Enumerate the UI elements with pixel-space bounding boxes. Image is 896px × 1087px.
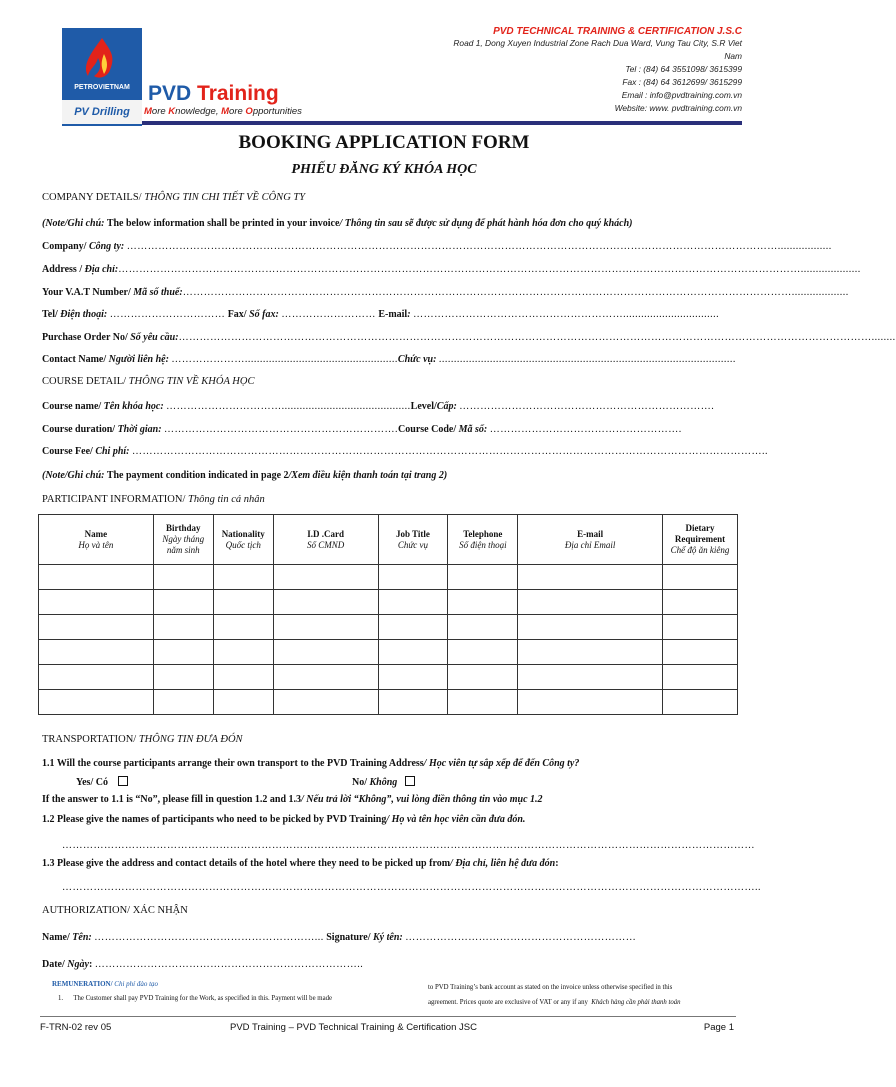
table-cell[interactable]	[273, 565, 378, 590]
table-cell[interactable]	[273, 690, 378, 715]
table-cell[interactable]	[153, 665, 213, 690]
course-note: (Note/Ghi chú: The payment condition indicated in page 2/Xem điều kiện thanh toán tại trang 2)	[42, 470, 448, 481]
col-email: E-mail Địa chỉ Email	[518, 515, 663, 565]
footer-page-number: Page 1	[703, 1022, 734, 1033]
table-cell[interactable]	[663, 565, 738, 590]
table-cell[interactable]	[213, 565, 273, 590]
table-cell[interactable]	[153, 690, 213, 715]
table-cell[interactable]	[39, 615, 154, 640]
remuneration-right	[428, 980, 736, 1010]
table-cell[interactable]	[663, 690, 738, 715]
pickup-names-field[interactable]: ………………………………………………………………………………………………………………………………………………………………………………	[62, 840, 755, 851]
org-address-2: Nam	[724, 51, 742, 61]
table-cell[interactable]	[518, 590, 663, 615]
company-note: (Note/Ghi chú: The below information shall be printed in your invoice/ Thông tin sau sẽ được sử dụng để phát hành hóa đơn cho quý khách)	[42, 218, 633, 229]
table-cell[interactable]	[448, 690, 518, 715]
col-telephone: Telephone Số điện thoại	[448, 515, 518, 565]
table-cell[interactable]	[153, 615, 213, 640]
table-cell[interactable]	[378, 640, 448, 665]
brand-training: Training	[197, 82, 279, 105]
table-cell[interactable]	[448, 640, 518, 665]
table-cell[interactable]	[448, 615, 518, 640]
table-cell[interactable]	[518, 615, 663, 640]
remuneration-heading: REMUNERATION/ Chi phí đào tạo	[52, 980, 159, 988]
hotel-address-field[interactable]: ………………………………………………………………………………………………………………………………………………………………………………..	[62, 882, 761, 893]
course-duration-field[interactable]: Course duration/ Thời gian: ………………………………………………………….Course Code/ Mã số: ……………………………………………….	[42, 424, 682, 435]
org-name: PVD TECHNICAL TRAINING & CERTIFICATION J.S.C	[493, 26, 742, 37]
organization-info	[362, 26, 742, 115]
course-name-field[interactable]: Course name/ Tên khóa học: ……………………………...........................................Level/Cấp: ……………………………………………………………….	[42, 401, 715, 412]
purchase-order-field[interactable]: Purchase Order No/ Số yêu cầu:………………………………………………………………………………………………………………………………………………………………………………........	[42, 332, 896, 343]
remuneration-item-1: 1. The Customer shall pay PVD Training for the Work, as specified in this. Payment will be made	[58, 995, 333, 1002]
org-website: Website: www. pvdtraining.com.vn	[614, 103, 742, 113]
table-cell[interactable]	[448, 565, 518, 590]
question-1-2: 1.2 Please give the names of participants who need to be picked by PVD Training/ Họ và tên học viên cần đưa đón.	[42, 814, 526, 825]
company-field[interactable]: Company/ Công ty: ……………………………………………………………………………………………………………………………………………………………………..................	[42, 241, 832, 252]
authorization-heading: AUTHORIZATION/ XÁC NHẬN	[42, 905, 188, 916]
table-cell[interactable]	[39, 665, 154, 690]
table-cell[interactable]	[153, 565, 213, 590]
course-section-heading: COURSE DETAIL/ THÔNG TIN VỀ KHÓA HỌC	[42, 376, 255, 387]
table-row[interactable]	[39, 615, 738, 640]
table-cell[interactable]	[273, 615, 378, 640]
table-header-row	[39, 515, 738, 565]
brand-pvd: PVD	[148, 82, 192, 105]
table-cell[interactable]	[213, 640, 273, 665]
table-cell[interactable]	[39, 690, 154, 715]
header-rule	[142, 121, 742, 125]
tel-fax-email-field[interactable]: Tel/ Điện thoại: …………………………… Fax/ Số fax: ……………………… E-mail: ……………………………………………………................................	[42, 309, 720, 320]
yes-option[interactable]: Yes/ Có	[76, 776, 276, 788]
page-subtitle: PHIẾU ĐĂNG KÝ KHÓA HỌC	[291, 162, 477, 177]
table-cell[interactable]	[213, 665, 273, 690]
table-cell[interactable]	[39, 640, 154, 665]
transport-section-heading: TRANSPORTATION/ THÔNG TIN ĐƯA ĐÓN	[42, 734, 243, 745]
remuneration-right-line-2: agreement. Prices quote are exclusive of VAT or any if any Khách hàng cần phải thanh toán	[428, 999, 681, 1006]
table-row[interactable]	[39, 590, 738, 615]
question-1-1: 1.1 Will the course participants arrange their own transport to the PVD Training Address/ Học viên tự sắp xếp để đến Công ty?	[42, 758, 580, 769]
table-cell[interactable]	[663, 640, 738, 665]
table-cell[interactable]	[518, 690, 663, 715]
org-email: Email : info@pvdtraining.com.vn	[621, 90, 742, 100]
org-address-1: Road 1, Dong Xuyen Industrial Zone Rach Dua Ward, Vung Tau City, S.R Viet	[453, 38, 742, 48]
company-section-heading: COMPANY DETAILS/ THÔNG TIN CHI TIẾT VỀ CÔNG TY	[42, 192, 306, 203]
contact-name-field[interactable]: Contact Name/ Người liên hệ: …………………...................................................Chức vụ: ...................................................................................................	[42, 354, 736, 365]
table-cell[interactable]	[663, 665, 738, 690]
table-cell[interactable]	[518, 640, 663, 665]
table-cell[interactable]	[448, 665, 518, 690]
table-cell[interactable]	[378, 690, 448, 715]
vat-field[interactable]: Your V.A.T Number/ Mã số thuế:…………………………………………………………………………………………………………………………………………………………...................	[42, 287, 849, 298]
col-id-card: I.D .Card Số CMND	[273, 515, 378, 565]
col-dietary: Dietary Requirement Chế độ ăn kiêng	[663, 515, 738, 565]
table-row[interactable]	[39, 640, 738, 665]
table-cell[interactable]	[378, 665, 448, 690]
footer-form-code: F-TRN-02 rev 05	[40, 1022, 112, 1033]
table-cell[interactable]	[39, 590, 154, 615]
table-cell[interactable]	[153, 590, 213, 615]
logo-petrovietnam: PETROVIETNAM	[74, 84, 130, 91]
org-fax: Fax : (84) 64 3612699/ 3615299	[622, 77, 742, 87]
table-cell[interactable]	[213, 615, 273, 640]
table-cell[interactable]	[273, 665, 378, 690]
table-cell[interactable]	[378, 615, 448, 640]
course-fee-field[interactable]: Course Fee/ Chi phí: ………………………………………………………………………………………………………………………………………………………………..	[42, 446, 769, 457]
if-no-instruction: If the answer to 1.1 is “No”, please fill in question 1.2 and 1.3/ Nếu trả lời “Không”, vui lòng điền thông tin vào mục 1.2	[42, 794, 543, 805]
table-cell[interactable]	[273, 640, 378, 665]
no-checkbox[interactable]	[405, 776, 415, 786]
footer-company: PVD Training – PVD Technical Training & Certification JSC	[230, 1022, 477, 1033]
table-cell[interactable]	[518, 565, 663, 590]
slogan: More Knowledge, More Opportunities	[144, 106, 302, 117]
org-tel: Tel : (84) 64 3551098/ 3615399	[625, 64, 742, 74]
logo-pv-drilling: PV Drilling	[62, 100, 142, 124]
table-cell[interactable]	[448, 590, 518, 615]
table-cell[interactable]	[213, 590, 273, 615]
participant-section-heading: PARTICIPANT INFORMATION/ Thông tin cá nhân	[42, 494, 265, 505]
remuneration-right-line-1: to PVD Training’s bank account as stated on the invoice unless otherwise specified in this	[428, 984, 673, 991]
table-row[interactable]	[39, 665, 738, 690]
yes-checkbox[interactable]	[118, 776, 128, 786]
flame-icon	[80, 36, 124, 84]
table-row[interactable]	[39, 690, 738, 715]
col-name: Name Họ và tên	[39, 515, 154, 565]
col-birthday: Birthday Ngày tháng năm sinh	[153, 515, 213, 565]
participant-table	[38, 514, 738, 715]
table-cell[interactable]	[39, 565, 154, 590]
table-cell[interactable]	[663, 590, 738, 615]
col-nationality: Nationality Quốc tịch	[213, 515, 273, 565]
no-option[interactable]: No/ Không	[352, 776, 472, 788]
table-cell[interactable]	[663, 615, 738, 640]
question-1-3: 1.3 Please give the address and contact details of the hotel where they need to be picked up from/ Địa chỉ, liên hệ đưa đón:	[42, 858, 559, 869]
col-job-title: Job Title Chức vụ	[378, 515, 448, 565]
page-title: BOOKING APPLICATION FORM	[238, 132, 530, 153]
table-cell[interactable]	[378, 590, 448, 615]
address-field[interactable]: Address / Địa chỉ:……………………………………………………………………………………………………………………………………………………………………………....................	[42, 264, 861, 275]
table-cell[interactable]	[378, 565, 448, 590]
table-cell[interactable]	[153, 640, 213, 665]
authorization-date[interactable]: Date/ Ngày: …………………………………………………………………..	[42, 959, 364, 970]
table-cell[interactable]	[273, 590, 378, 615]
table-cell[interactable]	[213, 690, 273, 715]
footer-rule	[40, 1016, 736, 1017]
table-row[interactable]	[39, 565, 738, 590]
authorization-name-signature[interactable]: Name/ Tên: ………………………………………………………... Signature/ Ký tên: …………………………………………………………	[42, 932, 637, 943]
company-logo	[62, 28, 142, 126]
brand-name	[148, 82, 279, 106]
table-cell[interactable]	[518, 665, 663, 690]
